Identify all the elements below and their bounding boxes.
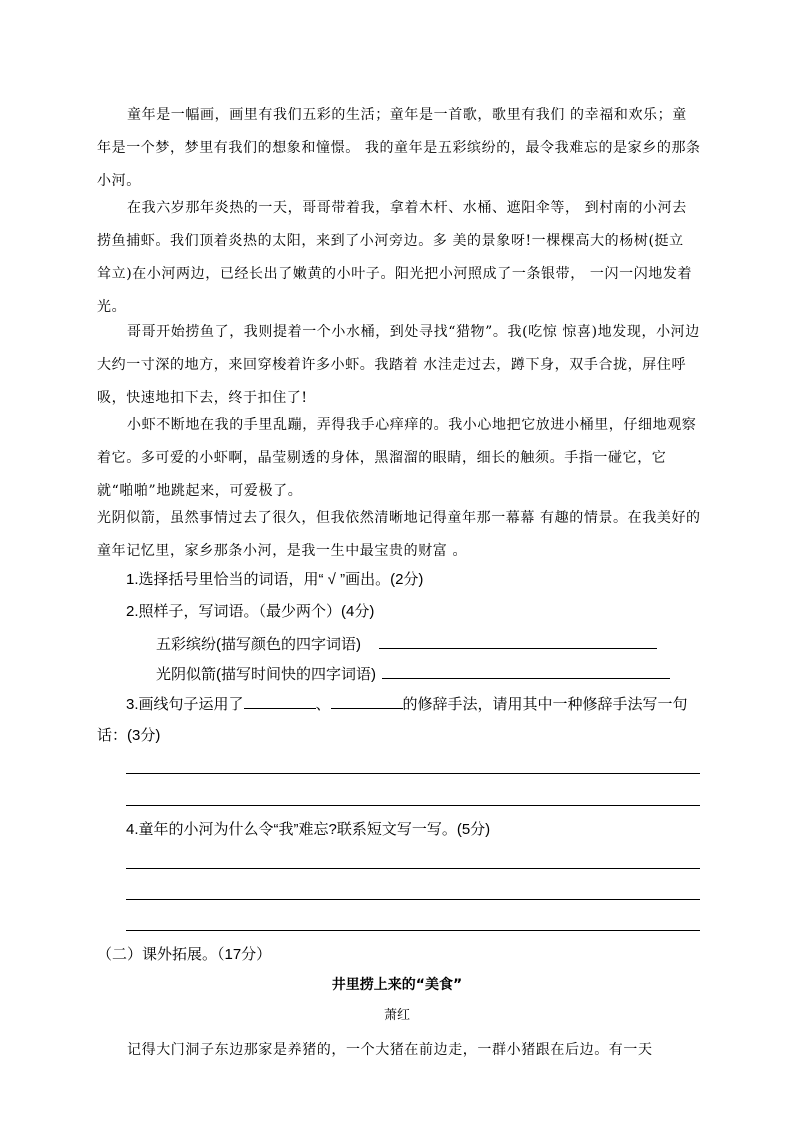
question-2-example-1-label: 五彩缤纷(描写颜色的四字词语)	[156, 636, 361, 653]
passage-paragraph-1: 童年是一幅画，画里有我们五彩的生活；童年是一首歌，歌里有我们 的幸福和欢乐；童年是一个梦，梦里有我们的想象和憧憬。 我的童年是五彩缤纷的，最令我难忘的是家乡的那条小河。	[97, 107, 701, 189]
question-2: 2.照样子，写词语。（最少两个）(4分)	[126, 603, 375, 620]
question-1: 1.选择括号里恰当的词语，用“ √ ”画出。(2分)	[126, 571, 424, 588]
answer-line-q4-2[interactable]	[126, 899, 700, 900]
answer-blank-time[interactable]	[382, 664, 670, 679]
answer-line-q3-1[interactable]	[126, 773, 700, 774]
answer-blank-rhetoric-1[interactable]	[244, 694, 316, 709]
answer-line-q3-2[interactable]	[126, 805, 700, 806]
section-2-heading: （二）课外拓展。（17分）	[97, 946, 272, 963]
answer-line-q4-3[interactable]	[126, 930, 700, 931]
passage-paragraph-5: 光阴似箭，虽然事情过去了很久，但我依然清晰地记得童年那一幕幕 有趣的情景。在我美好的童年记忆里，家乡那条小河，是我一生中最宝贵的财富 。	[97, 510, 701, 559]
answer-blank-rhetoric-2[interactable]	[331, 694, 403, 709]
reading-title: 井里捞上来的“美食”	[331, 977, 463, 993]
question-3-tail: 的修辞手法，请用其中一种修辞手法写一句话：(3分)	[97, 696, 688, 744]
answer-blank-colors[interactable]	[379, 634, 657, 649]
question-2-example-2-label: 光阴似箭(描写时间快的四字词语)	[156, 666, 376, 683]
question-3	[97, 689, 701, 751]
passage-paragraph-3: 哥哥开始捞鱼了，我则提着一个小水桶，到处寻找“猎物”。我(吃惊 惊喜)地发现，小河边大约一寸深的地方，来回穿梭着许多小虾。我踏着 水洼走过去，蹲下身，双手合拢，屏住呼吸，快速地扣下去，终于扣住了!	[97, 324, 700, 406]
question-3-lead: 3.画线句子运用了	[126, 696, 244, 713]
reading-paragraph-1: 记得大门洞子东边那家是养猪的，一个大猪在前边走，一群小猪跟在后边。有一天	[127, 1042, 653, 1058]
answer-line-q4-1[interactable]	[126, 868, 700, 869]
question-2-example-1	[156, 634, 657, 655]
reading-author: 萧红	[383, 1008, 410, 1023]
passage-paragraph-4: 小虾不断地在我的手里乱蹦，弄得我手心痒痒的。我小心地把它放进小桶里，仔细地观察着它。多可爱的小虾啊，晶莹剔透的身体，黑溜溜的眼睛，细长的触须。手指一碰它，它就“啪啪”地跳起来，可爱极了。	[97, 417, 697, 499]
question-2-example-2	[156, 664, 670, 685]
passage-paragraph-2: 在我六岁那年炎热的一天，哥哥带着我，拿着木杆、水桶、遮阳伞等， 到村南的小河去捞鱼捕虾。我们顶着炎热的太阳，来到了小河旁边。多 美的景象呀!一棵棵高大的杨树(挺立 耸立)在小河两边，已经长出了嫩黄的小叶子。阳光把小河照成了一条银带， 一闪一闪地发着光。	[97, 200, 693, 315]
question-3-separator: 、	[315, 696, 331, 713]
question-4: 4.童年的小河为什么令“我”难忘?联系短文写一写。(5分)	[126, 821, 491, 838]
